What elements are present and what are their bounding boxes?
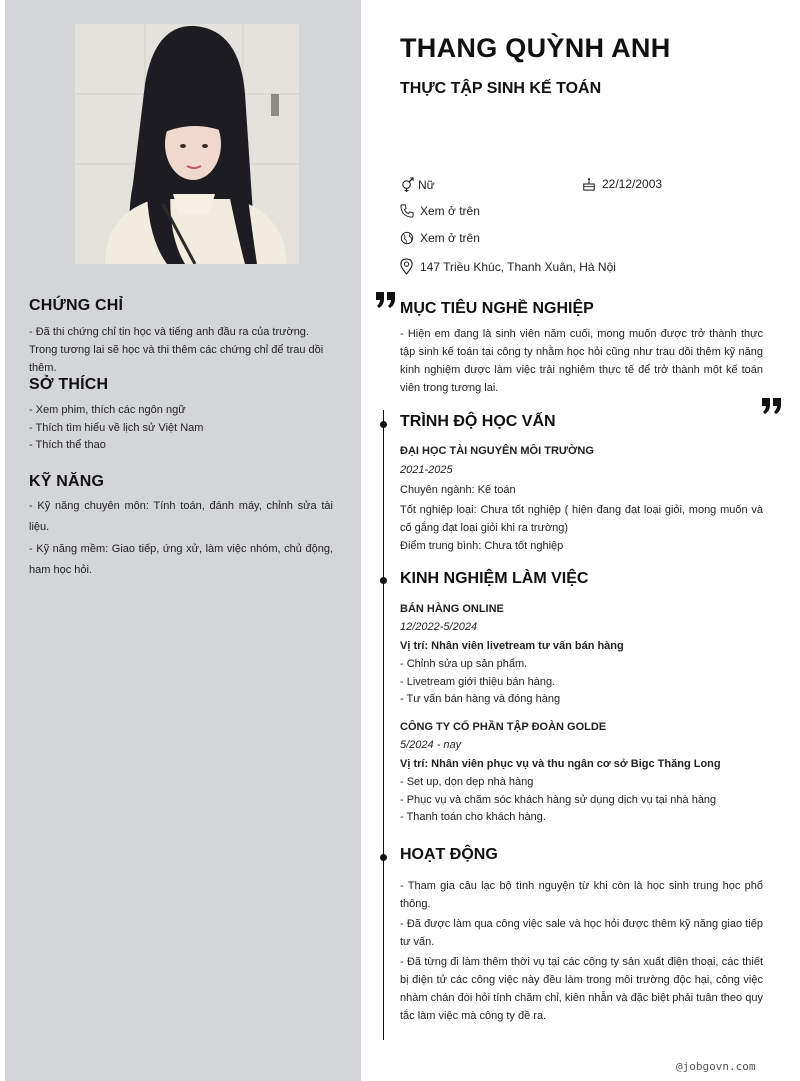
quote-open-icon: [374, 288, 398, 312]
certificates-text: - Đã thi chứng chỉ tin học và tiếng anh đầu ra của trường. Trong tương lai sẽ học và thi thêm các chứng chỉ để trau dồi thêm.: [29, 326, 324, 374]
hobby-item: - Xem phim, thích các ngôn ngữ: [29, 404, 186, 416]
job-task: - Set up, dọn dẹp nhà hàng: [400, 776, 534, 788]
certificates-heading: CHỨNG CHỈ: [29, 297, 124, 314]
hobbies-heading: SỞ THÍCH: [29, 376, 109, 393]
education-gpa: Điểm trung bình: Chưa tốt nghiệp: [400, 540, 564, 552]
hobbies-section: [29, 376, 333, 455]
job-period: 12/2022-5/2024: [400, 621, 478, 633]
birthdate-row: [582, 177, 662, 191]
objective-heading: MỤC TIÊU NGHỀ NGHIỆP: [400, 300, 594, 317]
address-value: 147 Triều Khúc, Thanh Xuân, Hà Nội: [420, 259, 616, 274]
objective-text: - Hiện em đang là sinh viên năm cuối, mong muốn được trở thành thực tập sinh kế toán tại công ty nhằm học hỏi cũng như trau dồi thêm kỹ năng kinh nghiệm được làm việc trải nghiệm thực tế để trở thành một kế toán viên trong tương lai.: [400, 328, 763, 394]
education-block: [400, 442, 763, 555]
job-task: - Chỉnh sửa up sản phẩm.: [400, 658, 528, 670]
activity-item: - Đã từng đi làm thêm thời vụ tại các công ty sản xuất điện thoại, các thiết bị điện tử các công việc này đều làm trong môi trường độc hại, công việc nhàm chán đòi hỏi tính chăm chỉ, kiên nhẫn và đặc biệt phải tuân theo quy tắc làm việc mà công ty đề ra.: [400, 956, 763, 1022]
skill-item: - Kỹ năng chuyên môn: Tính toán, đánh máy, chỉnh sửa tài liệu.: [29, 500, 333, 533]
gender-value: Nữ: [418, 177, 435, 192]
birthdate-value: 22/12/2003: [602, 177, 663, 191]
gender-row: [400, 177, 435, 192]
skills-heading: KỸ NĂNG: [29, 473, 105, 490]
phone-value: Xem ở trên: [420, 204, 480, 218]
job-role: Vị trí: Nhân viên phục vụ và thu ngân cơ sở Bigc Thăng Long: [400, 758, 721, 770]
activities-block: [400, 877, 763, 1027]
job-task: - Tư vấn bán hàng và đóng hàng: [400, 693, 561, 705]
hobby-item: - Thích thể thao: [29, 439, 106, 451]
address-row: [399, 258, 616, 275]
job-task: - Thanh toán cho khách hàng.: [400, 811, 546, 823]
certificates-section: [29, 297, 333, 377]
job-entry: [400, 718, 763, 827]
company-name: CÔNG TY CỔ PHẦN TẬP ĐOÀN GOLDE: [400, 721, 607, 733]
candidate-name: THANG QUỲNH ANH: [400, 33, 671, 63]
timeline-dot: [380, 577, 387, 584]
company-name: BÁN HÀNG ONLINE: [400, 603, 504, 615]
phone-row: [400, 204, 480, 218]
globe-icon: [400, 231, 414, 245]
profile-photo: [75, 24, 299, 264]
job-role: Vị trí: Nhân viên livetream tư vấn bán hàng: [400, 640, 624, 652]
activity-item: - Tham gia câu lạc bộ tình nguyện từ khi còn là học sinh trung học phổ thông.: [400, 880, 763, 910]
skills-section: [29, 473, 333, 582]
education-major: Chuyên ngành: Kế toán: [400, 484, 516, 496]
job-task: - Phục vụ và chăm sóc khách hàng sử dụng dịch vụ tại nhà hàng: [400, 793, 717, 806]
cake-icon: [582, 177, 596, 191]
website-value: Xem ở trên: [420, 231, 480, 245]
activities-heading: HOẠT ĐỘNG: [400, 846, 498, 863]
quote-close-icon: [760, 394, 784, 418]
timeline-dot: [380, 421, 387, 428]
job-entry: [400, 600, 763, 709]
footer-watermark: @jobgovn.com: [676, 1060, 756, 1073]
job-task: - Livetream giới thiệu bán hàng.: [400, 675, 556, 688]
hobby-item: - Thích tìm hiểu về lịch sử Việt Nam: [29, 421, 204, 434]
school-name: ĐẠI HỌC TÀI NGUYÊN MÔI TRƯỜNG: [400, 445, 594, 457]
education-heading: TRÌNH ĐỘ HỌC VẤN: [400, 413, 556, 430]
job-period: 5/2024 - nay: [400, 739, 462, 751]
skill-item: - Kỹ năng mềm: Giao tiếp, ứng xử, làm việc nhóm, chủ động, ham học hỏi.: [29, 543, 333, 576]
education-period: 2021-2025: [400, 464, 453, 476]
education-grade: Tốt nghiệp loại: Chưa tốt nghiệp ( hiện đang đạt loại giỏi, mong muốn và cố gắng đạt loại giỏi khi ra trường): [400, 504, 763, 534]
activity-item: - Đã được làm qua công việc sale và học hỏi được thêm kỹ năng giao tiếp tư vấn.: [400, 918, 763, 948]
job-title: THỰC TẬP SINH KẾ TOÁN: [400, 80, 602, 97]
experience-heading: KINH NGHIỆM LÀM VIỆC: [400, 570, 589, 587]
phone-icon: [400, 204, 414, 218]
website-row: [400, 231, 480, 245]
timeline-dot: [380, 854, 387, 861]
location-pin-icon: [399, 258, 414, 275]
gender-icon: [400, 177, 415, 192]
timeline-line: [383, 410, 384, 1040]
